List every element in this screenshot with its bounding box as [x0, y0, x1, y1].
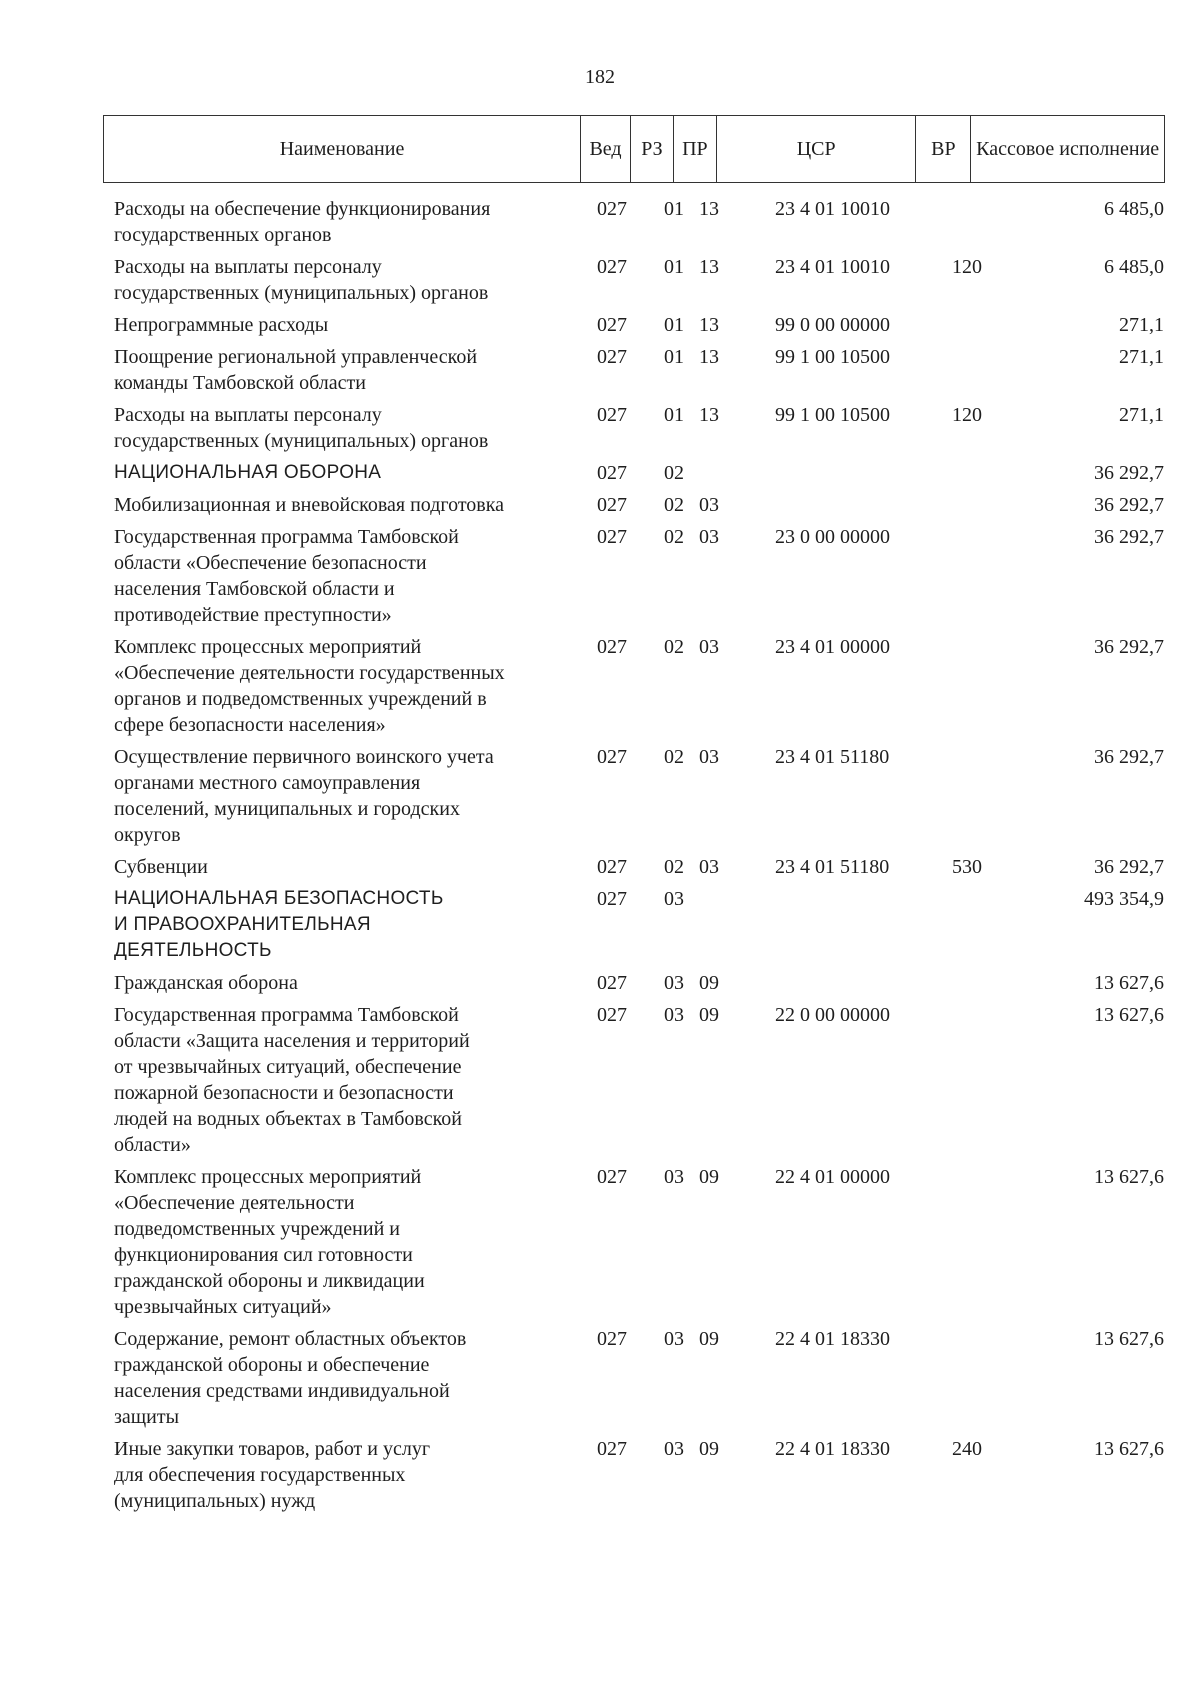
- cell-rz: 02: [664, 526, 684, 548]
- cell-pr: 03: [699, 746, 719, 768]
- cell-sum: 36 292,7: [1094, 636, 1164, 658]
- cell-csr: 99 1 00 10500: [775, 404, 890, 426]
- cell-csr: 23 0 00 00000: [775, 526, 890, 548]
- cell-sum: 271,1: [1119, 314, 1164, 336]
- cell-pr: 13: [699, 256, 719, 278]
- table-row: [114, 854, 1164, 886]
- cell-rz: 03: [664, 972, 684, 994]
- cell-ved: 027: [597, 256, 627, 278]
- cell-sum: 271,1: [1119, 404, 1164, 426]
- cell-name: Поощрение региональной управленческой команды Тамбовской области: [114, 346, 478, 394]
- cell-sum: 36 292,7: [1094, 526, 1164, 548]
- cell-rz: 01: [664, 314, 684, 336]
- cell-sum: 13 627,6: [1094, 1004, 1164, 1026]
- cell-csr: 99 1 00 10500: [775, 346, 890, 368]
- cell-sum: 36 292,7: [1094, 746, 1164, 768]
- column-header-sum: Кассовое исполнение: [976, 137, 1160, 160]
- cell-pr: 09: [699, 1438, 719, 1460]
- table-row: [114, 344, 1164, 402]
- table-row: [114, 1436, 1164, 1520]
- table-row: [114, 312, 1164, 344]
- cell-name: Государственная программа Тамбовской области «Обеспечение безопасности населения Тамбовской области и противодействие преступности»: [114, 526, 459, 626]
- column-header-ved: Вед: [581, 116, 631, 182]
- table-row: [114, 460, 1164, 492]
- cell-sum: 493 354,9: [1084, 888, 1164, 910]
- cell-ved: 027: [597, 198, 627, 220]
- cell-rz: 03: [664, 1438, 684, 1460]
- table-row: [114, 1164, 1164, 1326]
- cell-vr: 530: [952, 856, 982, 878]
- cell-sum: 6 485,0: [1104, 198, 1164, 220]
- column-header-vr: ВР: [916, 116, 971, 182]
- column-header-name: Наименование: [104, 116, 581, 182]
- column-header-rz: РЗ: [631, 116, 674, 182]
- cell-rz: 02: [664, 636, 684, 658]
- cell-name: Гражданская оборона: [114, 972, 298, 994]
- cell-csr: 22 4 01 00000: [775, 1166, 890, 1188]
- cell-sum: 13 627,6: [1094, 1166, 1164, 1188]
- cell-rz: 02: [664, 494, 684, 516]
- cell-ved: 027: [597, 888, 627, 910]
- cell-pr: 03: [699, 494, 719, 516]
- cell-csr: 22 0 00 00000: [775, 1004, 890, 1026]
- cell-csr: 23 4 01 00000: [775, 636, 890, 658]
- cell-name: Государственная программа Тамбовской области «Защита населения и территорий от чрезвычайных ситуаций, обеспечение пожарной безопасности и безопасности людей на водных объектах в Тамбовской области»: [114, 1004, 470, 1156]
- cell-ved: 027: [597, 526, 627, 548]
- cell-pr: 13: [699, 314, 719, 336]
- cell-pr: 03: [699, 526, 719, 548]
- table-row: [114, 886, 1164, 970]
- table-body: [114, 196, 1164, 1520]
- cell-name: Осуществление первичного воинского учета органами местного самоуправления поселений, муниципальных и городских округов: [114, 746, 494, 846]
- table-row: [114, 524, 1164, 634]
- table-row: [114, 196, 1164, 254]
- cell-rz: 03: [664, 1328, 684, 1350]
- cell-rz: 01: [664, 256, 684, 278]
- cell-sum: 13 627,6: [1094, 1438, 1164, 1460]
- cell-ved: 027: [597, 636, 627, 658]
- cell-csr: 23 4 01 51180: [775, 746, 890, 768]
- cell-name: Иные закупки товаров, работ и услуг для обеспечения государственных (муниципальных) нужд: [114, 1438, 431, 1512]
- cell-ved: 027: [597, 346, 627, 368]
- cell-ved: 027: [597, 746, 627, 768]
- cell-rz: 01: [664, 346, 684, 368]
- cell-vr: 120: [952, 404, 982, 426]
- table-row: [114, 1326, 1164, 1436]
- table-row: [114, 970, 1164, 1002]
- cell-rz: 02: [664, 746, 684, 768]
- cell-rz: 03: [664, 888, 684, 910]
- cell-name: Расходы на обеспечение функционирования государственных органов: [114, 198, 491, 246]
- cell-ved: 027: [597, 1166, 627, 1188]
- cell-name: Комплекс процессных мероприятий «Обеспечение деятельности подведомственных учреждений и функционирования сил готовности гражданской обороны и ликвидации чрезвычайных ситуаций»: [114, 1166, 425, 1318]
- cell-vr: 120: [952, 256, 982, 278]
- cell-ved: 027: [597, 462, 627, 484]
- cell-csr: 23 4 01 51180: [775, 856, 890, 878]
- cell-sum: 13 627,6: [1094, 1328, 1164, 1350]
- table-row: [114, 634, 1164, 744]
- table-row: [114, 744, 1164, 854]
- cell-csr: 22 4 01 18330: [775, 1328, 890, 1350]
- table-row: [114, 1002, 1164, 1164]
- cell-name: НАЦИОНАЛЬНАЯ ОБОРОНА: [114, 462, 382, 483]
- cell-name: Содержание, ремонт областных объектов гражданской обороны и обеспечение населения средствами индивидуальной защиты: [114, 1328, 467, 1428]
- cell-pr: 03: [699, 856, 719, 878]
- cell-ved: 027: [597, 494, 627, 516]
- cell-csr: 22 4 01 18330: [775, 1438, 890, 1460]
- cell-sum: 36 292,7: [1094, 856, 1164, 878]
- cell-ved: 027: [597, 856, 627, 878]
- cell-name: Субвенции: [114, 856, 208, 878]
- cell-ved: 027: [597, 1004, 627, 1026]
- cell-ved: 027: [597, 404, 627, 426]
- cell-ved: 027: [597, 972, 627, 994]
- cell-sum: 13 627,6: [1094, 972, 1164, 994]
- cell-name: НАЦИОНАЛЬНАЯ БЕЗОПАСНОСТЬ И ПРАВООХРАНИТЕЛЬНАЯ ДЕЯТЕЛЬНОСТЬ: [114, 888, 444, 961]
- column-header-csr: ЦСР: [717, 116, 917, 182]
- cell-pr: 13: [699, 346, 719, 368]
- cell-pr: 03: [699, 636, 719, 658]
- table-row: [114, 402, 1164, 460]
- cell-pr: 09: [699, 1328, 719, 1350]
- cell-csr: 99 0 00 00000: [775, 314, 890, 336]
- cell-name: Мобилизационная и вневойсковая подготовка: [114, 494, 505, 516]
- cell-ved: 027: [597, 1438, 627, 1460]
- cell-csr: 23 4 01 10010: [775, 198, 890, 220]
- cell-rz: 03: [664, 1004, 684, 1026]
- cell-pr: 09: [699, 1004, 719, 1026]
- cell-pr: 13: [699, 198, 719, 220]
- cell-csr: 23 4 01 10010: [775, 256, 890, 278]
- cell-rz: 02: [664, 856, 684, 878]
- cell-sum: 36 292,7: [1094, 494, 1164, 516]
- cell-vr: 240: [952, 1438, 982, 1460]
- table-row: [114, 254, 1164, 312]
- cell-rz: 01: [664, 198, 684, 220]
- cell-ved: 027: [597, 314, 627, 336]
- cell-name: Расходы на выплаты персоналу государственных (муниципальных) органов: [114, 404, 489, 452]
- cell-name: Комплекс процессных мероприятий «Обеспечение деятельности государственных органов и подведомственных учреждений в сфере безопасности населения»: [114, 636, 505, 736]
- cell-name: Расходы на выплаты персоналу государственных (муниципальных) органов: [114, 256, 489, 304]
- cell-sum: 6 485,0: [1104, 256, 1164, 278]
- table-header: [103, 115, 1165, 183]
- cell-sum: 36 292,7: [1094, 462, 1164, 484]
- cell-rz: 01: [664, 404, 684, 426]
- column-header-pr: ПР: [674, 116, 717, 182]
- page-number: 182: [585, 66, 615, 88]
- cell-rz: 02: [664, 462, 684, 484]
- cell-name: Непрограммные расходы: [114, 314, 329, 336]
- cell-rz: 03: [664, 1166, 684, 1188]
- cell-pr: 09: [699, 1166, 719, 1188]
- cell-pr: 13: [699, 404, 719, 426]
- table-row: [114, 492, 1164, 524]
- cell-pr: 09: [699, 972, 719, 994]
- cell-ved: 027: [597, 1328, 627, 1350]
- cell-sum: 271,1: [1119, 346, 1164, 368]
